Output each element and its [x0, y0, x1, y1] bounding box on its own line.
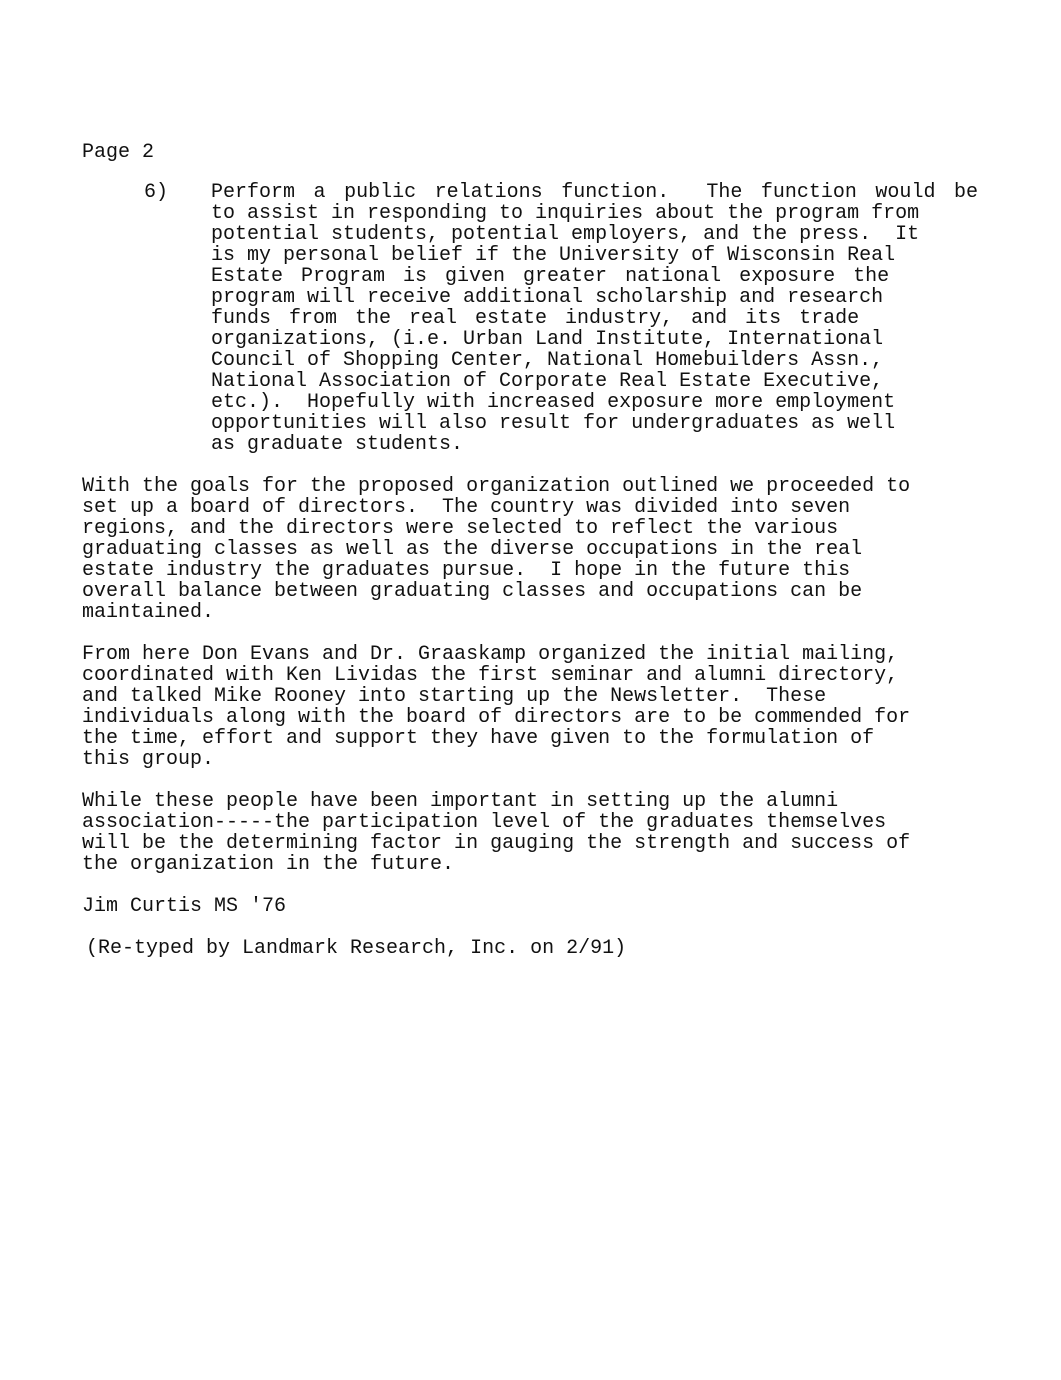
- list-item-line: potential students, potential employers, and the press. It: [211, 223, 920, 246]
- paragraph-line: association-----the participation level of the graduates themselves: [82, 811, 887, 834]
- list-item-line: etc.). Hopefully with increased exposure more employment: [211, 391, 896, 414]
- paragraph-line: maintained.: [82, 601, 215, 624]
- paragraph-line: the time, effort and support they have given to the formulation of: [82, 727, 875, 750]
- paragraph-line: the organization in the future.: [82, 853, 455, 876]
- paragraph-line: individuals along with the board of directors are to be commended for: [82, 706, 911, 729]
- paragraph-line: With the goals for the proposed organization outlined we proceeded to: [82, 475, 911, 498]
- paragraph-line: set up a board of directors. The country was divided into seven: [82, 496, 851, 519]
- paragraph-line: coordinated with Ken Lividas the first seminar and alumni directory,: [82, 664, 899, 687]
- list-item-line: program will receive additional scholarship and research: [211, 286, 884, 309]
- list-item-line: opportunities will also result for undergraduates as well: [211, 412, 896, 435]
- list-item-line: is my personal belief if the University of Wisconsin Real: [211, 244, 896, 267]
- list-item-line: Estate Program is given greater national exposure the: [211, 265, 890, 288]
- signature: Jim Curtis MS '76: [82, 895, 287, 918]
- paragraph-line: will be the determining factor in gauging the strength and success of: [82, 832, 911, 855]
- paragraph-line: While these people have been important in setting up the alumni: [82, 790, 839, 813]
- page-label: Page 2: [82, 141, 155, 164]
- list-item-line: funds from the real estate industry, and its trade: [211, 307, 860, 330]
- paragraph-line: this group.: [82, 748, 215, 771]
- paragraph-line: overall balance between graduating classes and occupations can be: [82, 580, 863, 603]
- list-item-line: National Association of Corporate Real Estate Executive,: [211, 370, 884, 393]
- list-item-line: as graduate students.: [211, 433, 464, 456]
- list-item-line: organizations, (i.e. Urban Land Institute, International: [211, 328, 884, 351]
- list-item-line: Perform a public relations function. The function would be: [211, 181, 978, 204]
- paragraph-line: From here Don Evans and Dr. Graaskamp organized the initial mailing,: [82, 643, 899, 666]
- retyped-note: (Re-typed by Landmark Research, Inc. on 2/91): [86, 937, 627, 960]
- paragraph-line: graduating classes as well as the diverse occupations in the real: [82, 538, 863, 561]
- paragraph-line: regions, and the directors were selected to reflect the various: [82, 517, 839, 540]
- list-item-line: Council of Shopping Center, National Homebuilders Assn.,: [211, 349, 884, 372]
- paragraph-line: estate industry the graduates pursue. I hope in the future this: [82, 559, 851, 582]
- list-item-number: 6): [144, 181, 169, 204]
- list-item-line: to assist in responding to inquiries about the program from: [211, 202, 920, 225]
- paragraph-line: and talked Mike Rooney into starting up the Newsletter. These: [82, 685, 827, 708]
